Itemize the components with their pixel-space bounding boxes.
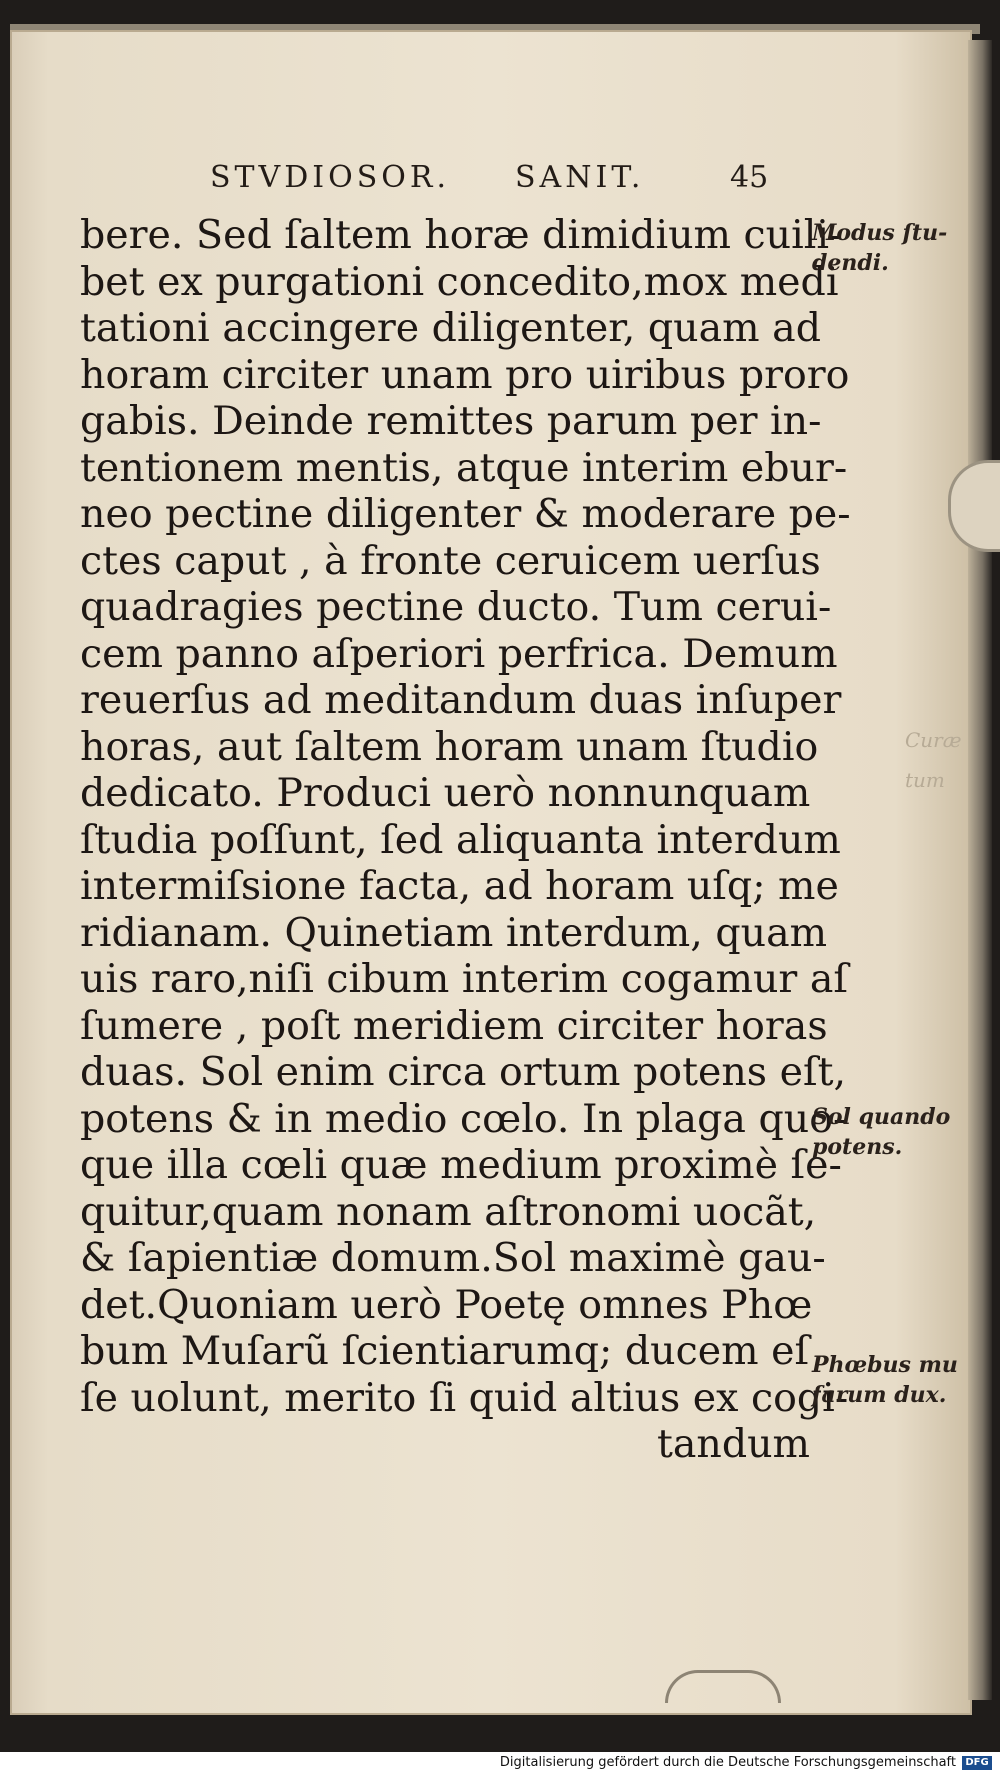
margin-note xyxy=(812,1350,982,1410)
text-line: ſumere , poſt meridiem circiter horas xyxy=(80,1002,828,1049)
margin-note-line: ſarum dux. xyxy=(812,1382,947,1408)
text-line: ctes caput , à fronte ceruicem uerſus xyxy=(80,537,821,584)
text-line: neo pectine diligenter & moderare pe- xyxy=(80,491,851,537)
margin-note-line: potens. xyxy=(812,1134,903,1160)
show-through-text xyxy=(905,720,975,800)
margin-note xyxy=(812,1102,982,1162)
page-number: 45 xyxy=(730,160,769,195)
digitization-footer xyxy=(0,1752,1000,1774)
text-line: ſe uolunt, merito ſi quid altius ex cogi- xyxy=(80,1374,849,1421)
text-line: horam circiter unam pro uiribus proro xyxy=(80,351,850,398)
text-line: ridianam. Quinetiam interdum, quam xyxy=(80,909,828,956)
text-line: det.Quoniam uerò Poetę omnes Phœ xyxy=(80,1281,813,1328)
text-line: quadragies pectine ducto. Tum cerui- xyxy=(80,584,832,630)
text-line: duas. Sol enim circa ortum potens eſt, xyxy=(80,1049,847,1095)
text-line: que illa cœli quæ medium proximè ſe- xyxy=(80,1142,842,1188)
margin-note-line: dendi. xyxy=(812,250,889,276)
text-line: horas, aut ſaltem horam unam ſtudio xyxy=(80,723,819,770)
running-header xyxy=(210,160,810,195)
text-line: potens & in medio cœlo. In plaga quo- xyxy=(80,1095,847,1142)
catchword: tandum xyxy=(656,1421,810,1467)
page-right-edge xyxy=(968,40,992,1700)
text-line: gabis. Deinde remittes parum per in- xyxy=(80,398,822,444)
text-line: cem panno aſperiori perfrica. Demum xyxy=(80,630,838,677)
text-line: reuerſus ad meditandum duas inſuper xyxy=(80,677,842,723)
text-line: intermiſsione facta, ad horam uſq; me xyxy=(80,863,839,909)
margin-note-line: Modus ſtu- xyxy=(812,220,948,246)
show-through-line: Curæ xyxy=(905,728,962,752)
text-line: bum Muſarũ ſcientiarumq; ducem eſ xyxy=(80,1328,810,1374)
margin-note xyxy=(812,218,982,278)
text-line: bet ex purgationi concedito,mox medi xyxy=(80,258,839,305)
text-line: dedicato. Produci uerò nonnunquam xyxy=(80,770,811,816)
text-line: tationi accingere diligenter, quam ad xyxy=(80,305,821,351)
text-line: & ſapientiæ domum.Sol maximè gau- xyxy=(80,1235,826,1281)
bottom-clip xyxy=(665,1670,781,1703)
running-title-left: STVDIOSOR. xyxy=(210,160,450,195)
text-line: tentionem mentis, atque interim ebur- xyxy=(80,444,848,491)
margin-note-line: Sol quando xyxy=(812,1104,951,1130)
footer-credit: Digitalisierung gefördert durch die Deutsche Forschungsgemeinschaft xyxy=(499,1755,956,1770)
text-line: bere. Sed ſaltem horæ dimidium cuili- xyxy=(80,212,843,258)
text-line: uis raro,niſi cibum interim cogamur aſ xyxy=(80,956,849,1002)
show-through-line: tum xyxy=(905,768,945,792)
text-line: quitur,quam nonam aſtronomi uocãt, xyxy=(80,1188,817,1235)
dfg-logo: DFG xyxy=(962,1756,992,1770)
margin-note-line: Phœbus mu xyxy=(812,1352,958,1378)
running-title-right: SANIT. xyxy=(515,160,645,195)
text-line: ſtudia poſſunt, ſed aliquanta interdum xyxy=(80,816,841,863)
